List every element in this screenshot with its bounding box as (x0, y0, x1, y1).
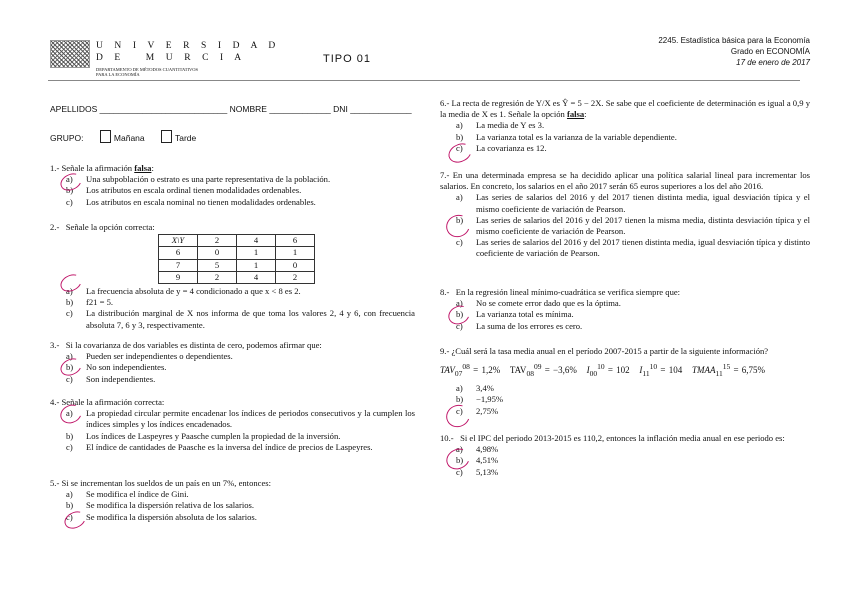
option-3a[interactable]: a) Pueden ser independientes o dependientes. (66, 351, 233, 362)
manana-option[interactable] (100, 133, 145, 143)
option-8b[interactable]: b) La varianza total es mínima. (456, 309, 574, 320)
option-6c[interactable]: c) La covarianza es 12. (456, 142, 547, 153)
question-9: 9.- ¿Cuál será la tasa media anual en el período 2007-2015 a partir de la siguiente información? $TAV_{07}^{08} = 1,2\%$ $TAV_{08}^{09} = -3,6\%$ $I_{00}^{10} = 102$ $I_{11}^{10} = 104$ $TMAA_{11}^{15} = 6,75\%$ a) 3,4% b) −1,95% c) 2,75% (440, 346, 810, 417)
option-4c[interactable]: c) El índice de cantidades de Paasche es la inversa del índice de precios de Laspeyres. (66, 441, 373, 452)
manana-label: Mañana (113, 133, 145, 143)
option-6a[interactable]: a) La media de Y es 3. (456, 120, 545, 131)
option-9a[interactable]: a) 3,4% (456, 383, 494, 394)
course-info (658, 35, 810, 68)
option-7c[interactable]: c) Las series de salarios del 2016 y del 2017 tienen distinta media, igual desviación típica y distinto coeficiente de variación de Pearson. (456, 237, 810, 259)
option-4b[interactable]: b) Los índices de Laspeyres y Paasche cumplen la propiedad de la inversión. (66, 430, 341, 441)
question-7: 7.- En una determinada empresa se ha decidido aplicar una política salarial lineal para incrementar los salarios. En concreto, los salarios en el año 2017 serán 65 euros superiores a los del año 2016. a) Las series de salarios del 2016 y del 2017 tienen distinta media, igual desviación típica y el mismo coeficiente de variación de Pearson. b) Las series de salarios del 2016 y del 2017 tienen la misma media, distinta desviación típica y el mismo coeficiente de variación de Pearson. c) Las series de salarios del 2016 y del 2017 tienen distinta media, igual desviación típica y distinto coeficiente de variación de Pearson. (440, 170, 810, 259)
header-divider (48, 80, 800, 81)
question-1: 1.- Señale la afirmación falsa: a) Una subpoblación o estrato es una parte representativa de la población. b) Los atributos en escala ordinal tienen modalidades ordenables. c) Los atributos en escala nominal no tienen modalidades ordenables. (50, 163, 415, 208)
tarde-checkbox[interactable] (161, 130, 172, 143)
option-3c[interactable]: c) Son independientes. (66, 373, 156, 384)
option-5c[interactable]: c) Se modifica la dispersión absoluta de los salarios. (66, 511, 257, 522)
question-6: 6.- La recta de regresión de Y/X es Ŷ = 5 − 2X. Se sabe que el coeficiente de determinación es igual a 0,9 y la media de X es 1. Señale la opción falsa: a) La media de Y es 3. b) La varianza total es la varianza de la variable dependiente. c) La covarianza es 12. (440, 98, 810, 153)
exam-date: 17 de enero de 2017 (736, 58, 810, 67)
option-8a[interactable]: a) No se comete error dado que es la óptima. (456, 298, 621, 309)
option-4a[interactable]: a) La propiedad circular permite encadenar los índices de periodos consecutivos y la cumplen los índices simples y los índices encadenados. (66, 408, 415, 430)
question-8: 8.- En la regresión lineal mínimo-cuadrática se verifica siempre que: a) No se comete error dado que es la óptima. b) La varianza total es mínima. c) La suma de los errores es cero. (440, 287, 810, 332)
department-name: DEPARTAMENTO DE MÉTODOS CUANTITATIVOS PARA LA ECONOMÍA (96, 67, 199, 77)
option-9b[interactable]: b) −1,95% (456, 394, 504, 405)
tarde-option[interactable] (161, 133, 196, 143)
degree: Grado en ECONOMÍA (730, 47, 810, 56)
question-2: 2.- Señale la opción correcta: X\Y 2 4 6 6 0 1 1 7 5 1 0 9 2 4 2 a) La frecuencia absoluta de y = 4 condicionado a que x < 8 es 2. b) f21 = 5. c) La distribución marginal de X nos informa de que toma los valores 2, 4 y 6, con frecuencia absoluta 7, 6 y 3, respectivamente. (50, 222, 415, 330)
frequency-table: X\Y 2 4 6 6 0 1 1 7 5 1 0 9 2 4 2 (158, 234, 315, 284)
option-3b[interactable]: b) No son independientes. (66, 362, 167, 373)
option-5a[interactable]: a) Se modifica el índice de Gini. (66, 489, 189, 500)
option-7b[interactable]: b) Las series de salarios del 2016 y del 2017 tienen la misma media, distinta desviación típica y el mismo coeficiente de variación de Pearson. (456, 214, 810, 237)
manana-checkbox[interactable] (100, 130, 111, 143)
option-7a[interactable]: a) Las series de salarios del 2016 y del 2017 tienen distinta media, igual desviación típica y el mismo coeficiente de variación de Pearson. (456, 192, 810, 214)
option-10b[interactable]: b) 4,51% (456, 455, 499, 466)
option-2c[interactable]: c) La distribución marginal de X nos informa de que toma los valores 2, 4 y 6, con frecuencia absoluta 7, 6 y 3, respectivamente. (66, 308, 415, 330)
question-3: 3.- Si la covarianza de dos variables es distinta de cero, podemos afirmar que: a) Pueden ser independientes o dependientes. b) No son independientes. c) Son independientes. (50, 340, 415, 385)
option-10a[interactable]: a) 4,98% (456, 444, 499, 455)
nombre-field[interactable]: _____________ (269, 104, 331, 114)
option-2b[interactable]: b) f21 = 5. (66, 297, 114, 308)
option-5b[interactable]: b) Se modifica la dispersión relativa de los salarios. (66, 500, 255, 511)
option-6b[interactable]: b) La varianza total es la varianza de la variable dependiente. (456, 131, 677, 142)
dni-label: DNI (333, 104, 348, 114)
tarde-label: Tarde (175, 133, 197, 143)
option-1b[interactable]: b) Los atributos en escala ordinal tienen modalidades ordenables. (66, 185, 302, 196)
option-1a[interactable]: a) Una subpoblación o estrato es una parte representativa de la población. (66, 174, 331, 185)
exam-type: TIPO 01 (323, 53, 371, 65)
dni-field[interactable]: _____________ (350, 104, 412, 114)
group-selector (50, 130, 196, 143)
apellidos-label: APELLIDOS (50, 104, 98, 114)
question-5: 5.- Si se incrementan los sueldos de un país en un 7%, entonces: a) Se modifica el índice de Gini. b) Se modifica la dispersión relativa de los salarios. c) Se modifica la dispersión absoluta de los salarios. (50, 478, 415, 523)
tav-formula: $TAV_{07}^{08} = 1,2\%$ $TAV_{08}^{09} = -3,6\%$ $I_{00}^{10} = 102$ $I_{11}^{10} = 104$ $TMAA_{11}^{15} = 6,75\%$ (440, 362, 766, 378)
student-fields (50, 104, 412, 114)
course-title: 2245. Estadística básica para la Economía (658, 36, 810, 45)
option-9c[interactable]: c) 2,75% (456, 405, 499, 416)
nombre-label: NOMBRE (229, 104, 267, 114)
option-1c[interactable]: c) Los atributos en escala nominal no tienen modalidades ordenables. (66, 196, 316, 207)
university-logo (50, 40, 90, 68)
university-name: U N I V E R S I D A D D E M U R C I A (96, 41, 280, 63)
option-2a[interactable]: a) La frecuencia absoluta de y = 4 condicionado a que x < 8 es 2. (66, 286, 301, 297)
question-10: 10.- Si el IPC del periodo 2013-2015 es 110,2, entonces la inflación media anual en ese periodo es: a) 4,98% b) 4,51% c) 5,13% (440, 433, 810, 478)
option-8c[interactable]: c) La suma de los errores es cero. (456, 320, 583, 331)
grupo-label: GRUPO: (50, 133, 84, 143)
option-10c[interactable]: c) 5,13% (456, 466, 499, 477)
question-4: 4.- Señale la afirmación correcta: a) La propiedad circular permite encadenar los índices de periodos consecutivos y la cumplen los índices simples y los índices encadenados. b) Los índices de Laspeyres y Paasche cumplen la propiedad de la inversión. c) El índice de cantidades de Paasche es la inversa del índice de precios de Laspeyres. (50, 397, 415, 452)
apellidos-field[interactable]: ___________________________ (99, 104, 228, 114)
